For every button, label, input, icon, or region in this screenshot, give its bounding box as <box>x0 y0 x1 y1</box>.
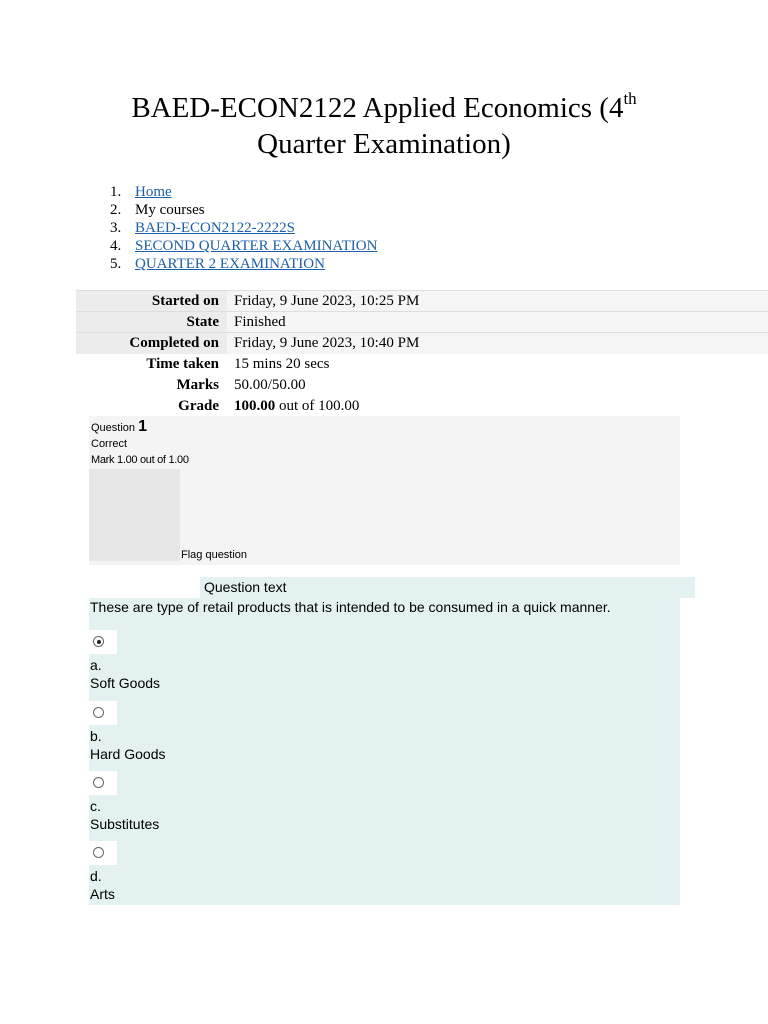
radio-unchecked-icon <box>93 777 104 788</box>
summary-row-completed <box>76 333 768 354</box>
breadcrumb-item: 1. Home <box>110 184 172 200</box>
summary-value: 15 mins 20 secs <box>227 354 768 375</box>
summary-label: Marks <box>76 375 227 396</box>
option-letter: c. <box>90 798 101 814</box>
summary-label: Started on <box>76 291 227 312</box>
radio-checked-icon <box>93 636 104 647</box>
option-label: Arts <box>90 886 115 902</box>
summary-value: Friday, 9 June 2023, 10:25 PM <box>227 291 768 312</box>
grade-out-of: out of 100.00 <box>275 397 360 414</box>
answer-option-d[interactable] <box>89 841 680 901</box>
breadcrumb <box>110 183 377 273</box>
summary-value: Finished <box>227 312 768 333</box>
question-text: These are type of retail products that is intended to be consumed in a quick manner. <box>90 599 611 615</box>
flag-icon-placeholder <box>89 469 180 561</box>
breadcrumb-item: 4. SECOND QUARTER EXAMINATION <box>110 238 378 254</box>
question-text-label: Question text <box>200 577 695 598</box>
summary-label: State <box>76 312 227 333</box>
summary-label: Time taken <box>76 354 227 375</box>
radio-unchecked-icon <box>93 847 104 858</box>
question-mark: Mark 1.00 out of 1.00 <box>91 454 189 466</box>
summary-row-time-taken <box>76 354 768 375</box>
breadcrumb-item: 3. BAED-ECON2122-2222S <box>110 220 295 236</box>
breadcrumb-text-my-courses: My courses <box>135 202 205 218</box>
breadcrumb-link-section[interactable]: SECOND QUARTER EXAMINATION <box>135 238 378 254</box>
option-letter: d. <box>90 868 102 884</box>
summary-label: Grade <box>76 396 227 417</box>
question-content <box>89 598 680 905</box>
question-number: Question 1 <box>91 418 147 435</box>
breadcrumb-item: 5. QUARTER 2 EXAMINATION <box>110 256 325 272</box>
answer-option-c[interactable] <box>89 771 680 831</box>
summary-label: Completed on <box>76 333 227 354</box>
radio-button-a[interactable] <box>89 630 117 654</box>
summary-value: 50.00/50.00 <box>227 375 768 396</box>
breadcrumb-item: 2. My courses <box>110 202 205 218</box>
question-info-panel <box>89 416 680 565</box>
summary-value <box>227 396 768 417</box>
radio-button-d[interactable] <box>89 841 117 865</box>
summary-row-marks <box>76 375 768 396</box>
grade-score: 100.00 <box>234 397 276 414</box>
answer-option-b[interactable] <box>89 701 680 761</box>
option-label: Soft Goods <box>90 675 161 691</box>
radio-button-b[interactable] <box>89 701 117 725</box>
page-title <box>60 90 708 162</box>
summary-row-grade <box>76 396 768 417</box>
summary-row-state <box>76 312 768 333</box>
question-state: Correct <box>91 438 128 450</box>
radio-button-c[interactable] <box>89 771 117 795</box>
summary-row-started <box>76 291 768 312</box>
breadcrumb-link-home[interactable]: Home <box>135 184 172 200</box>
attempt-summary-table <box>76 290 768 417</box>
option-letter: a. <box>90 657 102 673</box>
option-letter: b. <box>90 728 102 744</box>
option-label: Hard Goods <box>90 746 166 762</box>
page-title-line2: Quarter Examination) <box>257 128 511 160</box>
summary-value: Friday, 9 June 2023, 10:40 PM <box>227 333 768 354</box>
question-number-value: 1 <box>138 418 147 435</box>
answer-option-a[interactable] <box>89 630 680 690</box>
radio-unchecked-icon <box>93 707 104 718</box>
breadcrumb-link-course[interactable]: BAED-ECON2122-2222S <box>135 220 295 236</box>
option-label: Substitutes <box>90 816 160 832</box>
page-title-main: BAED-ECON2122 Applied Economics (4 <box>131 92 624 124</box>
page-title-superscript: th <box>623 89 637 108</box>
flag-question-link[interactable]: Flag question <box>181 549 248 561</box>
breadcrumb-link-quiz[interactable]: QUARTER 2 EXAMINATION <box>135 256 325 272</box>
